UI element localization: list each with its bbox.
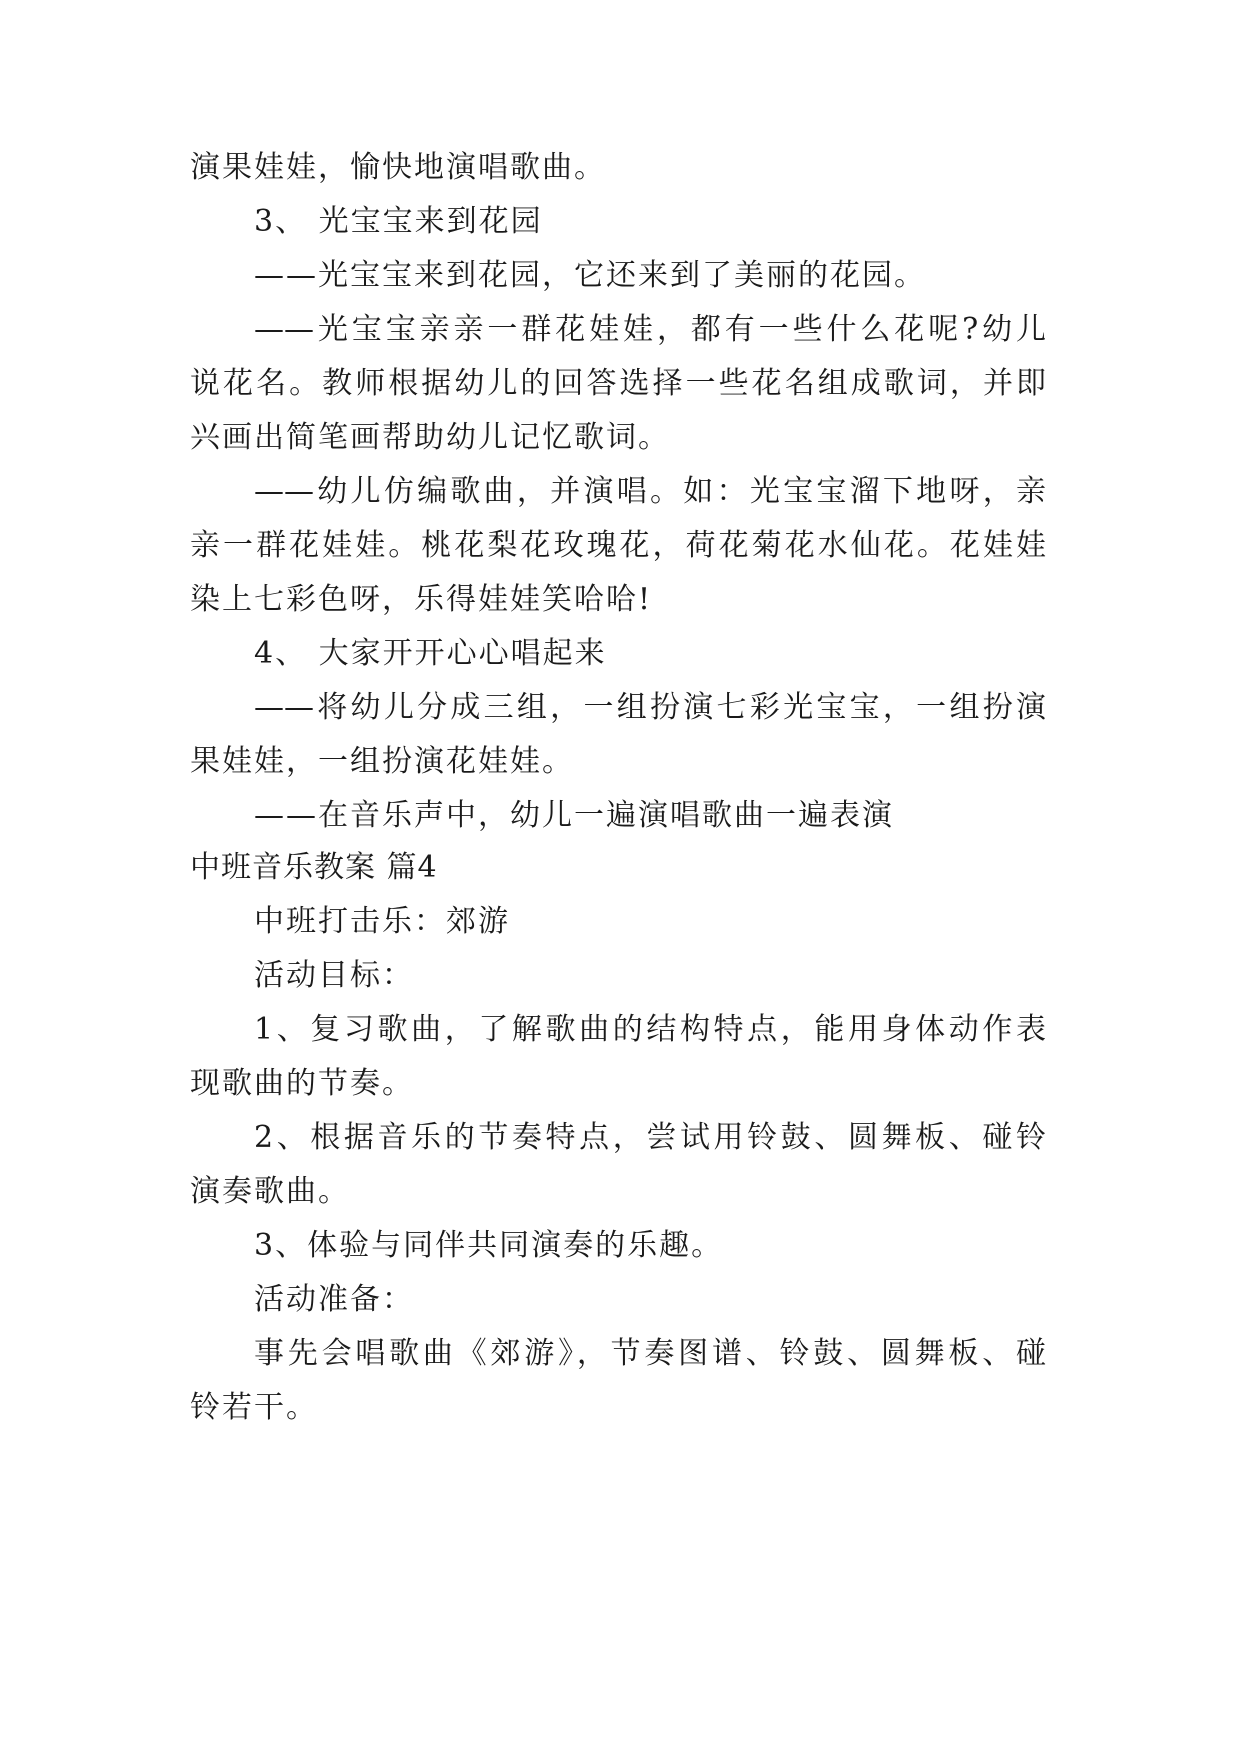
goal-item-1: 1、复习歌曲，了解歌曲的结构特点，能用身体动作表 [254,1012,1046,1047]
paragraph-line: 兴画出简笔画帮助幼儿记忆歌词。 [190,420,670,455]
paragraph-line: ——在音乐声中，幼儿一遍演唱歌曲一遍表演 [254,798,894,833]
paragraph-line: ——幼儿仿编歌曲，并演唱。如：光宝宝溜下地呀，亲 [254,474,1046,509]
section-heading-4: 4、 大家开开心心唱起来 [254,636,607,671]
paragraph-line: 演果娃娃，愉快地演唱歌曲。 [190,150,606,185]
section-heading-3: 3、 光宝宝来到花园 [254,204,543,239]
preparation-heading: 活动准备： [254,1282,414,1317]
lesson-subtitle: 中班打击乐：郊游 [254,904,510,939]
goal-item-3: 3、体验与同伴共同演奏的乐趣。 [254,1228,724,1263]
paragraph-line: ——光宝宝来到花园，它还来到了美丽的花园。 [254,258,926,293]
paragraph-line: 说花名。教师根据幼儿的回答选择一些花名组成歌词，并即 [190,366,1046,401]
paragraph-line: 亲一群花娃娃。桃花梨花玫瑰花，荷花菊花水仙花。花娃娃 [190,528,1046,563]
preparation-text-continued: 铃若干。 [190,1390,318,1425]
preparation-text: 事先会唱歌曲《郊游》，节奏图谱、铃鼓、圆舞板、碰 [254,1336,1046,1371]
goal-item-2: 2、根据音乐的节奏特点，尝试用铃鼓、圆舞板、碰铃 [254,1120,1046,1155]
paragraph-line: 果娃娃，一组扮演花娃娃。 [190,744,574,779]
paragraph-line: ——光宝宝亲亲一群花娃娃，都有一些什么花呢?幼儿 [254,312,1046,347]
goal-item-2-continued: 演奏歌曲。 [190,1174,350,1209]
paragraph-line: ——将幼儿分成三组，一组扮演七彩光宝宝，一组扮演 [254,690,1046,725]
article-title: 中班音乐教案 篇4 [190,850,438,885]
paragraph-line: 染上七彩色呀，乐得娃娃笑哈哈! [190,582,653,617]
goal-item-1-continued: 现歌曲的节奏。 [190,1066,414,1101]
goals-heading: 活动目标： [254,958,414,993]
